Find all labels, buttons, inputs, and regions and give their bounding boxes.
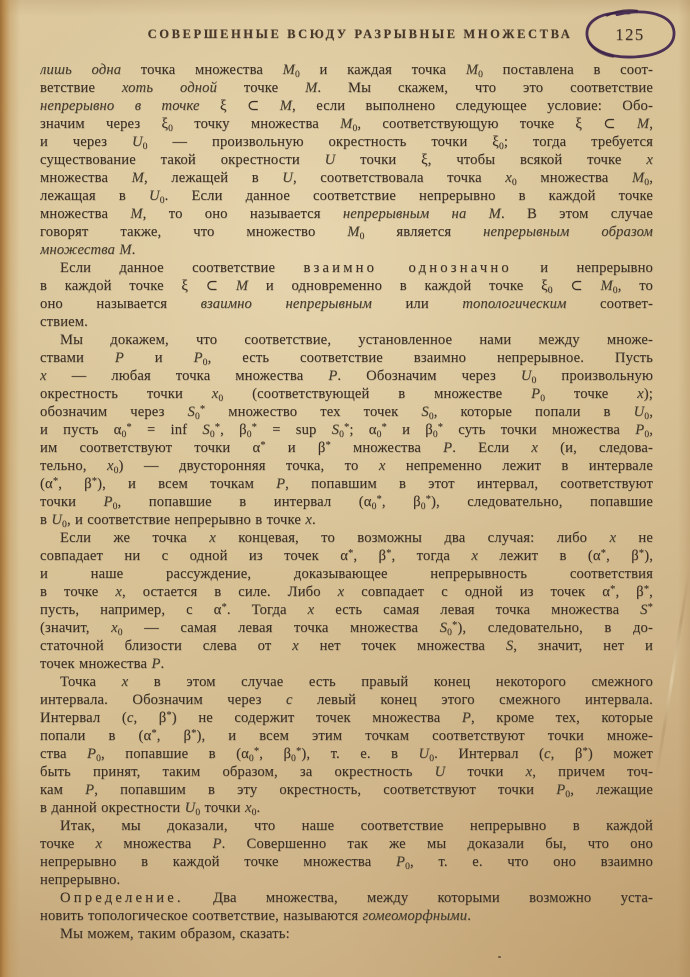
text-line: и наше рассуждение, доказывающее непрерывность соответствия (40, 566, 653, 582)
text-line: им соответствуют точки α* и β* множества P. Если x (и, следова- (40, 440, 653, 456)
text-line: лишь одна точка множества $M_0$ и каждая точка $M_0$ поставлена в соот- (40, 62, 653, 79)
page-left-edge-shadow (0, 0, 20, 977)
text-line: точки $P_0$, попавшие в интервал ($\alpha_0^*$, $\beta_0^*$), следовательно, попавшие (40, 494, 653, 511)
text-line: лежащая в $U_0$. Если данное соответствие непрерывно в каждой точке (40, 188, 653, 205)
text-line: непрерывно в каждой точке множества $P_0$, т. е. что оно взаимно (40, 854, 653, 871)
text-line: ствами P и $P_0$, есть соответствие взаимно непрерывное. Пусть (40, 350, 653, 367)
text-line: и пусть $\alpha_0^*$ = inf $S_0^*$, $\beta_0^*$ = sup $S_0^*$; $\alpha_0^*$ и $\beta_0^*$ суть точки множества $P_0$, (40, 422, 653, 439)
text-line: (значит, $x_0$ — самая левая точка множества $S_0^*$), следовательно, в до- (40, 620, 653, 637)
text-line: говорят также, что множество $M_0$ является непрерывным образом (40, 224, 653, 241)
text-line: x — любая точка множества P. Обозначим через $U_0$ произвольную (40, 368, 653, 385)
text-line: значим через $\xi_0$ точку множества $M_0$, соответствующую точке ξ ⊂ M, (40, 116, 653, 133)
text-line: Определение. Два множества, между которыми возможно уста- (60, 890, 653, 906)
text-line: Итак, мы доказали, что наше соответствие непрерывно в каждой (60, 818, 653, 834)
text-line: непрерывно. (40, 872, 121, 888)
page-number: 125 (615, 25, 645, 44)
body-text (40, 61, 653, 943)
text-line: ства $P_0$, попавшие в ($\alpha_0^*$, $\beta_0^*$), т. е. в $U_0$. Интервал (c, β*) может (40, 746, 653, 763)
text-line: новить топологическое соответствие, называются гомеоморфными. (40, 908, 472, 924)
text-line: в $U_0$, и соответствие непрерывно в точке x. (40, 512, 316, 529)
text-line: точек множества P. (40, 656, 165, 672)
page-number-block (577, 6, 683, 62)
text-line: точке x множества P. Совершенно так же мы доказали бы, что оно (40, 836, 653, 852)
text-line: интервала. Обозначим через c левый конец этого смежного интервала. (40, 692, 653, 708)
text-line: Точка x в этом случае есть правый конец некоторого смежного (60, 674, 653, 690)
text-line: попали в (α*, β*), и всем этим точкам соответствуют точки множе- (40, 728, 653, 744)
text-line: множества M, то оно называется непрерывным на M. В этом случае (40, 206, 653, 222)
text-line: быть принят, таким образом, за окрестность U точки x, причем точ- (40, 764, 653, 780)
text-line: в данной окрестности $U_0$ точки $x_0$. (40, 800, 261, 817)
text-line: кам P, попавшим в эту окрестность, соответствуют точки $P_0$, лежащие (40, 782, 653, 799)
text-line: (α*, β*), и всем точкам P, попавшим в этот интервал, соответствуют (40, 476, 653, 492)
text-line: ветствие хоть одной точке M. Мы скажем, что это соответствие (40, 80, 653, 96)
text-line: множества M, лежащей в U, соответствовала точка $x_0$ множества $M_0$, (40, 170, 653, 187)
text-line: существование такой окрестности U точки ξ, чтобы всякой точке x (40, 152, 653, 168)
text-line: статочной близости слева от x нет точек множества S, значит, нет и (40, 638, 653, 654)
text-line: в точке x, остается в силе. Либо x совпадает с одной из точек α*, β*, (40, 584, 653, 600)
text-line: совпадает ни с одной из точек α*, β*, тогда x лежит в (α*, β*), (40, 548, 653, 564)
text-line: оно называется взаимно непрерывным или топологическим соответ- (40, 296, 653, 312)
ink-speck (498, 956, 501, 958)
text-line: окрестность точки $x_0$ (соответствующей в множестве $P_0$ точке x); (40, 386, 653, 403)
paper-crease (654, 569, 690, 782)
text-line: Мы докажем, что соответствие, установленное нами между множе- (60, 332, 653, 348)
text-line: непрерывно в точке ξ ⊂ M, если выполнено следующее условие: Обо- (40, 98, 653, 114)
text-line: и через $U_0$ — произвольную окрестность точки $\xi_0$; тогда требуется (40, 134, 653, 151)
text-line: ствием. (40, 314, 88, 330)
running-head: СОВЕРШЕННЫЕ ВСЮДУ РАЗРЫВНЫЕ МНОЖЕСТВА (147, 27, 573, 41)
text-line: Интервал (c, β*) не содержит точек множества P, кроме тех, которые (40, 710, 653, 726)
text-line: Если же точка x концевая, то возможны два случая: либо x не (60, 530, 653, 546)
text-line: Мы можем, таким образом, сказать: (60, 926, 290, 942)
text-line: Если данное соответствие взаимно однозначно и непрерывно (60, 260, 653, 276)
text-line: тельно, $x_0$) — двусторонняя точка, то x непременно лежит в интервале (40, 458, 653, 475)
text-line: множества M. (40, 242, 136, 258)
text-line: в каждой точке ξ ⊂ M и одновременно в каждой точке $\xi_0$ ⊂ $M_0$, то (40, 278, 653, 295)
text-line: пусть, например, с α*. Тогда x есть самая левая точка множества S* (40, 602, 653, 618)
text-line: обозначим через $S_0^*$ множество тех точек $S_0$, которые попали в $U_0$, (40, 404, 653, 421)
